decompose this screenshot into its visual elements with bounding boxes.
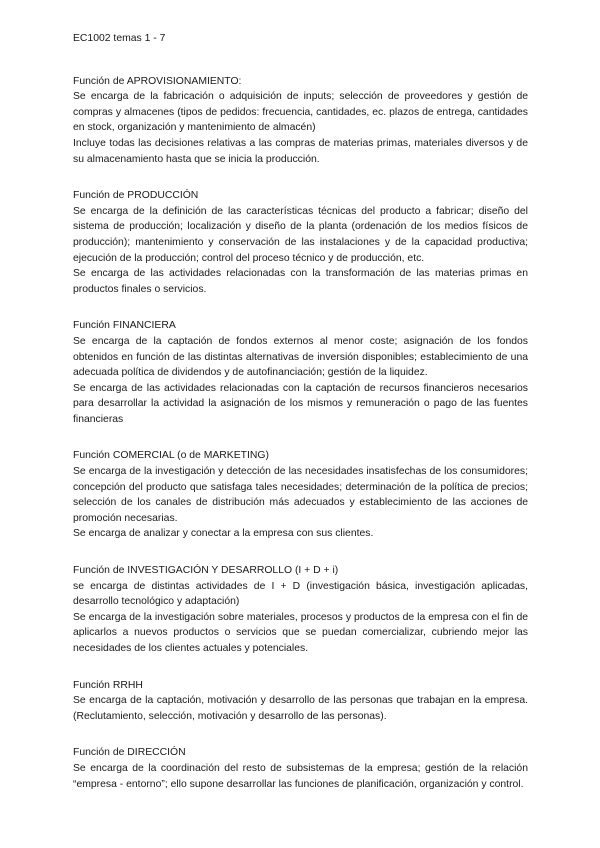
section-paragraph: Se encarga de las actividades relacionadas con la transformación de las materias primas en productos finales o servicios. [73,268,528,295]
section-title: Función de APROVISIONAMIENTO: [73,75,242,87]
section-paragraph: Se encarga de las actividades relacionadas con la captación de recursos financieros necesarios para desarrollar la actividad la asignación de los mismos y remuneración o pago de las fuentes financieras [73,382,528,425]
section-aprovisionamiento [73,74,528,168]
section-paragraph: Se encarga de la investigación y detección de las necesidades insatisfechas de los consumidores; concepción del producto que satisfaga tales necesidades; determinación de la política de precios; selección de los canales de distribución más adecuados y establecimiento de las acciones de promoción necesarias. [73,466,528,524]
section-paragraph: Se encarga de la coordinación del resto de subsistemas de la empresa; gestión de la relación “empresa - entorno”; ello supone desarrollar las funciones de planificación, organización y control. [73,762,528,790]
section-title: Función FINANCIERA [73,320,176,332]
section-produccion [73,188,528,297]
page-header: EC1002 temas 1 - 7 [73,33,166,44]
section-investigacion-desarrollo [73,563,528,657]
section-paragraph: Se encarga de la captación de fondos externos al menor coste; asignación de los fondos obtenidos en función de las distintas alternativas de inversión disponibles; establecimiento de una adecuada política de dividendos y de autofinanciación; gestión de la liquidez. [73,335,528,379]
section-direccion [73,745,528,792]
section-title: Función RRHH [73,679,143,691]
section-title: Función de DIRECCIÓN [73,747,186,759]
section-paragraph: Se encarga de la fabricación o adquisición de inputs; selección de proveedores y gestión de compras y almacenes (tipos de pedidos: frecuencia, cantidades, ec. plazos de entrega, cantidades en stock, organización y mantenimiento de almacén) [73,91,528,134]
section-paragraph: Se encarga de analizar y conectar a la empresa con sus clientes. [73,528,374,540]
section-financiera [73,318,528,427]
section-paragraph: Incluye todas las decisiones relativas a las compras de materias primas, materiales diversos y de su almacenamiento hasta que se inicia la producción. [73,137,528,165]
section-paragraph: Se encarga de la investigación sobre materiales, procesos y productos de la empresa con el fin de aplicarlos a nuevos productos o servicios que se puedan comercializar, cubriendo mejor las necesidades de los clientes actuales y potenciales. [73,611,528,654]
section-title: Función COMERCIAL (o de MARKETING) [73,450,269,462]
section-comercial [73,448,528,542]
document-page [73,31,528,813]
section-paragraph: se encarga de distintas actividades de I + D (investigación básica, investigación aplicadas, desarrollo tecnológico y adaptación) [73,580,528,608]
section-paragraph: Se encarga de la captación, motivación y desarrollo de las personas que trabajan en la empresa. (Reclutamiento, selección, motivación y desarrollo de las personas). [73,695,528,722]
section-title: Función de PRODUCCIÓN [73,190,199,202]
section-paragraph: Se encarga de la definición de las características técnicas del producto a fabricar; diseño del sistema de producción; localización y diseño de la planta (ordenación de los medios físicos de producción); mantenimiento y conservación de las instalaciones y de la capacidad productiva; ejecución de la producción; control del proceso técnico y de producción, etc. [73,205,528,264]
section-rrhh [73,678,528,725]
section-title: Función de INVESTIGACIÓN Y DESARROLLO (I + D + i) [73,565,339,577]
